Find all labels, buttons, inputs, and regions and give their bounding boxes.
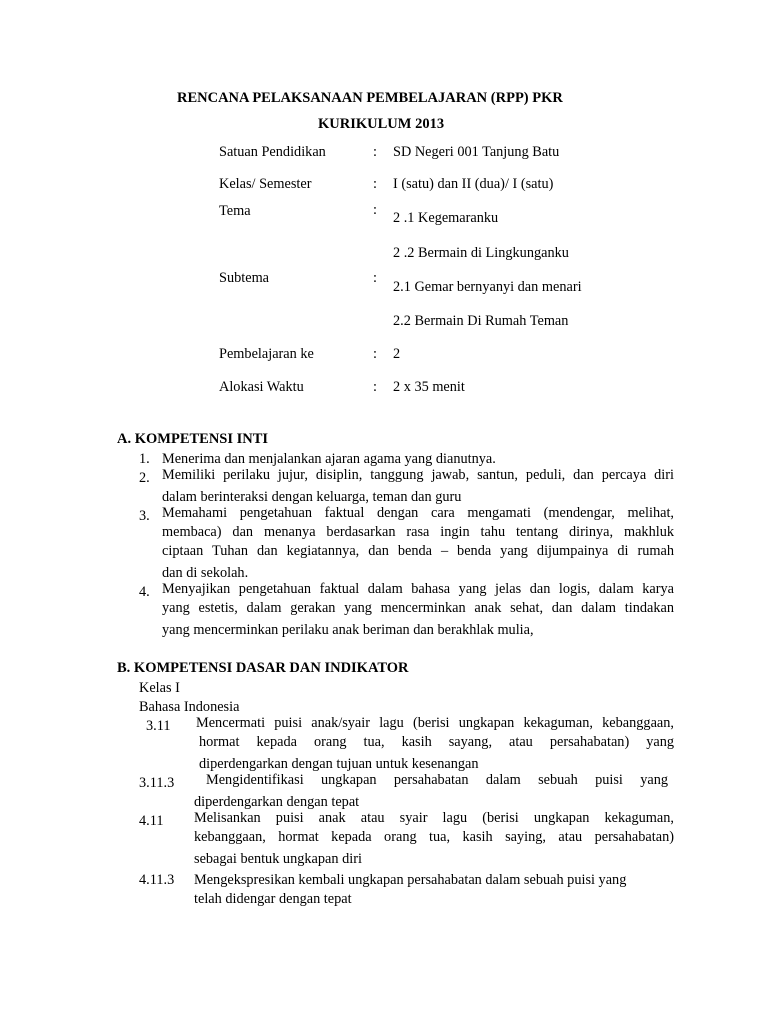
satuan-label: Satuan Pendidikan <box>219 144 326 160</box>
list-item-line: Memiliki perilaku jujur, disiplin, tanggung jawab, santun, peduli, dan percaya diri <box>162 467 674 483</box>
list-number: 2. <box>139 470 150 486</box>
colon: : <box>373 379 377 395</box>
list-item-line: Menerima dan menjalankan ajaran agama yang dianutnya. <box>162 451 496 467</box>
pembelajaran-label: Pembelajaran ke <box>219 346 314 362</box>
kd-number: 3.11.3 <box>139 775 175 791</box>
kd-line: diperdengarkan dengan tepat <box>194 794 360 810</box>
kd-number: 4.11 <box>139 813 164 829</box>
kelas-value: I (satu) dan II (dua)/ I (satu) <box>393 176 554 192</box>
kd-line: sebagai bentuk ungkapan diri <box>194 851 362 867</box>
list-number: 4. <box>139 584 150 600</box>
colon: : <box>373 144 377 160</box>
subtema-label: Subtema <box>219 270 270 286</box>
kd-number: 4.11.3 <box>139 872 175 888</box>
list-item-line: yang estetis, dalam gerakan yang mencerminkan anak sehat, dan dalam tindakan <box>162 600 674 616</box>
subject-label: Bahasa Indonesia <box>139 699 240 715</box>
kd-number: 3.11 <box>146 718 171 734</box>
kd-line: hormat kepada orang tua, kasih sayang, atau persahabatan) yang <box>199 734 674 750</box>
pembelajaran-value: 2 <box>393 346 401 362</box>
kd-line: Mengekspresikan kembali ungkapan persahabatan dalam sebuah puisi yang <box>194 872 627 888</box>
colon: : <box>373 202 377 218</box>
kd-line: Mengidentifikasi ungkapan persahabatan dalam sebuah puisi yang <box>206 772 668 788</box>
alokasi-label: Alokasi Waktu <box>219 379 304 395</box>
kd-line: Mencermati puisi anak/syair lagu (berisi ungkapan kekaguman, kebanggaan, <box>196 715 674 731</box>
document-title: RENCANA PELAKSANAAN PEMBELAJARAN (RPP) PKR <box>177 90 563 106</box>
list-item-line: dalam berinteraksi dengan keluarga, teman dan guru <box>162 489 462 505</box>
colon: : <box>373 176 377 192</box>
list-item-line: Menyajikan pengetahuan faktual dalam bahasa yang jelas dan logis, dalam karya <box>162 581 674 597</box>
document-subtitle: KURIKULUM 2013 <box>318 116 445 132</box>
kd-line: telah didengar dengan tepat <box>194 891 352 907</box>
list-number: 3. <box>139 508 150 524</box>
list-number: 1. <box>139 451 150 467</box>
colon: : <box>373 346 377 362</box>
tema-label: Tema <box>219 203 251 219</box>
kelas-label: Kelas I <box>139 680 180 696</box>
list-item-line: dan di sekolah. <box>162 565 249 581</box>
colon: : <box>373 270 377 286</box>
kd-line: kebanggaan, hormat kepada orang tua, kasih saying, atau persahabatan) <box>194 829 674 845</box>
tema-value-1: 2 .1 Kegemaranku <box>393 210 499 226</box>
tema-value-2: 2 .2 Bermain di Lingkunganku <box>393 245 569 261</box>
list-item-line: membaca) dan menanya berdasarkan rasa ingin tahu tentang dirinya, makhluk <box>162 524 674 540</box>
section-a-heading: A. KOMPETENSI INTI <box>117 431 269 447</box>
kd-line: Melisankan puisi anak atau syair lagu (berisi ungkapan kekaguman, <box>194 810 674 826</box>
kd-line: diperdengarkan dengan tujuan untuk kesenangan <box>199 756 479 772</box>
alokasi-value: 2 x 35 menit <box>393 379 465 395</box>
kelas-label: Kelas/ Semester <box>219 176 312 192</box>
section-b-heading: B. KOMPETENSI DASAR DAN INDIKATOR <box>117 660 409 676</box>
list-item-line: Memahami pengetahuan faktual dengan cara mengamati (mendengar, melihat, <box>162 505 674 521</box>
list-item-line: yang mencerminkan perilaku anak beriman dan berakhlak mulia, <box>162 622 534 638</box>
satuan-value: SD Negeri 001 Tanjung Batu <box>393 144 560 160</box>
subtema-value-2: 2.2 Bermain Di Rumah Teman <box>393 313 569 329</box>
list-item-line: ciptaan Tuhan dan kegiatannya, dan benda – benda yang dijumpainya di rumah <box>162 543 674 559</box>
subtema-value-1: 2.1 Gemar bernyanyi dan menari <box>393 279 582 295</box>
